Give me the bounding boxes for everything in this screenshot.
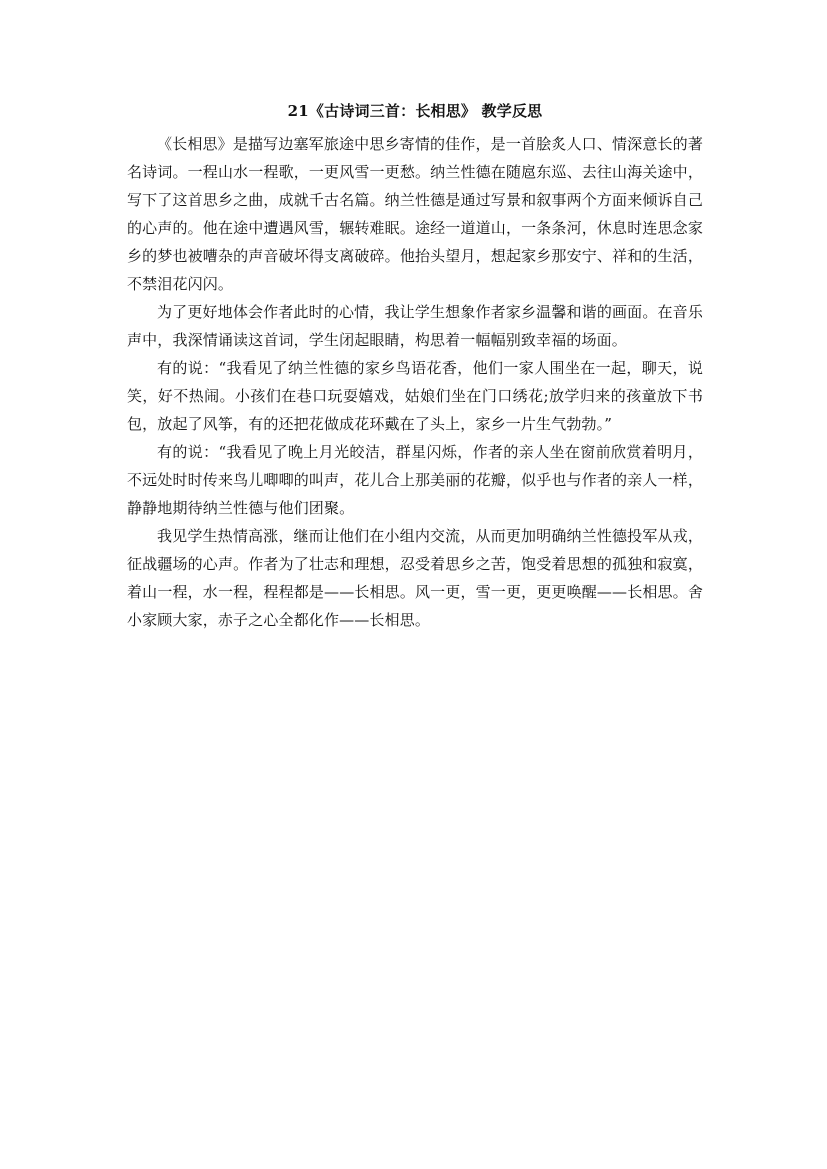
paragraph-student-response-1: 有的说：“我看见了纳兰性德的家乡鸟语花香，他们一家人围坐在一起，聊天，说笑，好不热闹。小孩们在巷口玩耍嬉戏，姑娘们坐在门口绣花;放学归来的孩童放下书包，放起了风筝，有的还把花做成花环戴在了头上，家乡一片生气勃勃。” [127, 359, 703, 433]
paragraph-imagination: 为了更好地体会作者此时的心情，我让学生想象作者家乡温馨和谐的画面。在音乐声中，我深情诵读这首词，学生闭起眼睛，构思着一幅幅别致幸福的场面。 [127, 303, 703, 349]
document-page [127, 100, 703, 634]
paragraph-student-response-2: 有的说：“我看见了晚上月光皎洁，群星闪烁，作者的亲人坐在窗前欣赏着明月，不远处时时传来鸟儿唧唧的叫声，花儿合上那美丽的花瓣，似乎也与作者的亲人一样，静静地期待纳兰性德与他们团聚。 [127, 443, 703, 517]
paragraph-conclusion: 我见学生热情高涨，继而让他们在小组内交流，从而更加明确纳兰性德投军从戎，征战疆场的心声。作者为了壮志和理想，忍受着思乡之苦，饱受着思想的孤独和寂寞，着山一程，水一程，程程都是——长相思。风一更，雪一更，更更唤醒——长相思。舍小家顾大家，赤子之心全都化作——长相思。 [127, 527, 703, 629]
document-title: 21《古诗词三首：长相思》 教学反思 [287, 102, 543, 120]
paragraph-intro: 《长相思》是描写边塞军旅途中思乡寄情的佳作，是一首脍炙人口、情深意长的著名诗词。一程山水一程歌，一更风雪一更愁。纳兰性德在随扈东巡、去往山海关途中，写下了这首思乡之曲，成就千古名篇。纳兰性德是通过写景和叙事两个方面来倾诉自己的心声的。他在途中遭遇风雪，辗转难眠。途经一道道山，一条条河，休息时连思念家乡的梦也被嘈杂的声音破坏得支离破碎。他抬头望月，想起家乡那安宁、祥和的生活，不禁泪花闪闪。 [127, 135, 703, 293]
